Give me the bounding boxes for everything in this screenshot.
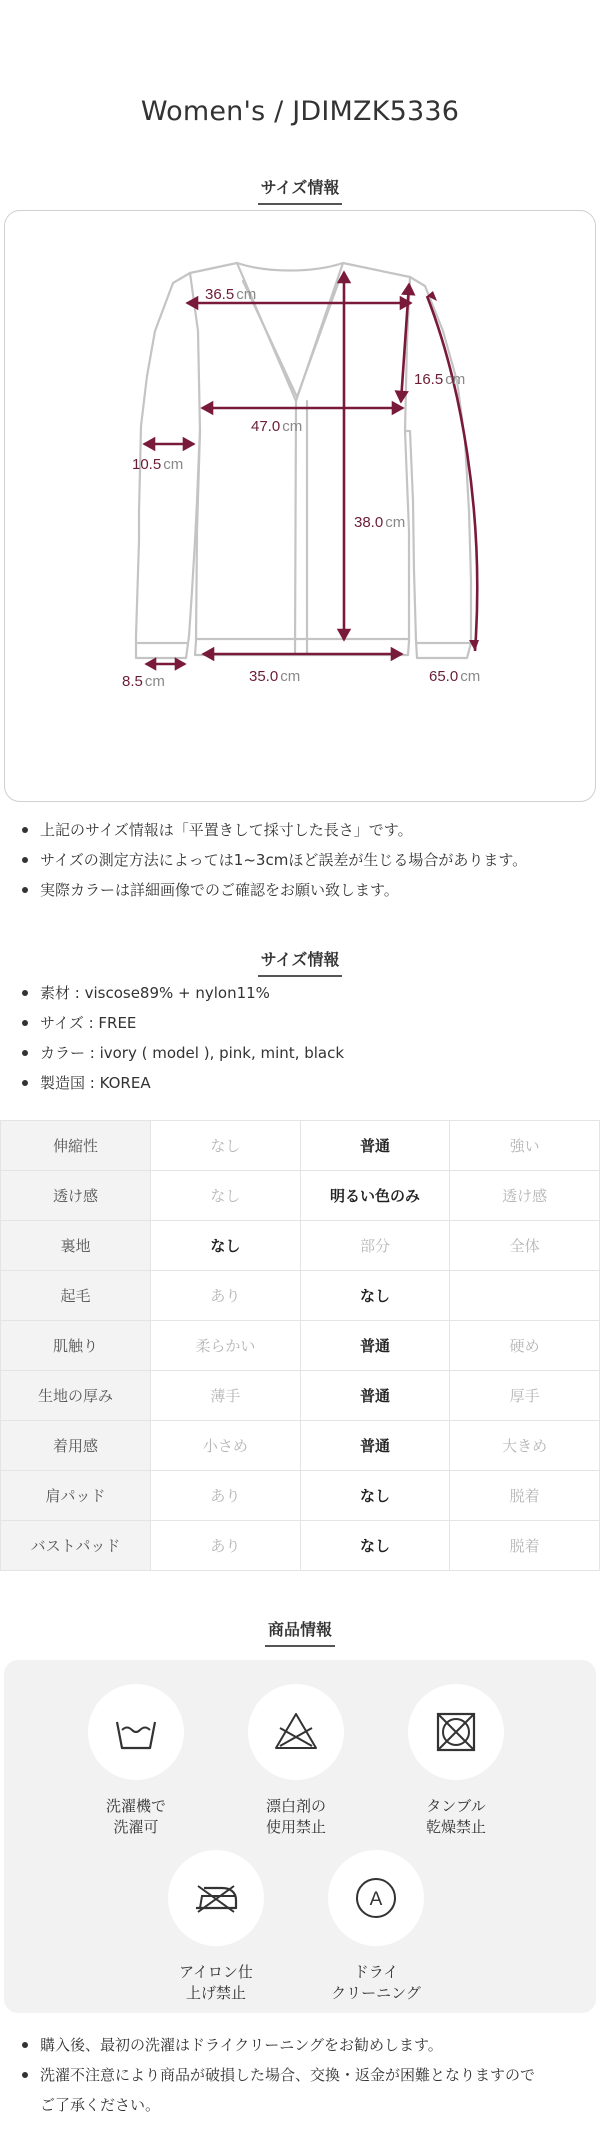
fabric-info-heading: サイズ情報	[0, 947, 600, 977]
dry-clean-icon	[352, 1874, 400, 1922]
attribute-option: 全体	[450, 1221, 600, 1271]
material-item: 素材 : viscose89% + nylon11%	[18, 978, 593, 1008]
care-instructions-panel	[4, 1660, 596, 2013]
attribute-option: 普通	[300, 1121, 450, 1171]
sleeve-width-label: 10.5 cm	[132, 456, 184, 473]
no-tumble-dry-icon	[432, 1708, 480, 1756]
list-item: 購入後、最初の洗濯はドライクリーニングをお勧めします。	[18, 2030, 593, 2060]
table-row	[1, 1521, 600, 1571]
list-item: サイズの測定方法によっては1~3cmほど誤差が生じる場合があります。	[18, 845, 593, 875]
attribute-label: 肌触り	[1, 1321, 151, 1371]
attribute-option: 明るい色のみ	[300, 1171, 450, 1221]
list-item: 上記のサイズ情報は「平置きして採寸した長さ」です。	[18, 815, 593, 845]
attribute-option: 柔らかい	[151, 1321, 301, 1371]
size-item: サイズ : FREE	[18, 1008, 593, 1038]
cuff-label: 8.5 cm	[122, 673, 165, 690]
table-row	[1, 1471, 600, 1521]
attribute-label: 裏地	[1, 1221, 151, 1271]
chest-label: 47.0 cm	[251, 418, 303, 435]
size-info-heading: サイズ情報	[0, 175, 600, 205]
list-item: 実際カラーは詳細画像でのご確認をお願い致します。	[18, 875, 593, 905]
attribute-option: 大きめ	[450, 1421, 600, 1471]
attribute-option: なし	[151, 1121, 301, 1171]
attribute-option: なし	[300, 1521, 450, 1571]
attribute-label: 着用感	[1, 1421, 151, 1471]
attribute-option: あり	[151, 1521, 301, 1571]
attribute-option: 部分	[300, 1221, 450, 1271]
table-row	[1, 1271, 600, 1321]
size-diagram	[4, 210, 596, 802]
attribute-option: 薄手	[151, 1371, 301, 1421]
attribute-option: 普通	[300, 1371, 450, 1421]
product-title: Women's / JDIMZK5336	[140, 96, 460, 127]
measurement-lines	[145, 273, 413, 669]
attribute-option: 脱着	[450, 1471, 600, 1521]
care-item-no-bleach: 漂白剤の 使用禁止	[226, 1684, 366, 1838]
product-info-heading: 商品情報	[0, 1617, 600, 1647]
attribute-option: 硬め	[450, 1321, 600, 1371]
table-row	[1, 1371, 600, 1421]
attribute-option: なし	[300, 1271, 450, 1321]
table-row	[1, 1221, 600, 1271]
table-row	[1, 1121, 600, 1171]
table-row	[1, 1421, 600, 1471]
armhole-label: 16.5 cm	[414, 371, 466, 388]
table-row	[1, 1321, 600, 1371]
table-row	[1, 1171, 600, 1221]
attribute-option: 普通	[300, 1421, 450, 1471]
attribute-option: 透け感	[450, 1171, 600, 1221]
attribute-option: あり	[151, 1271, 301, 1321]
fabric-attribute-table	[0, 1120, 600, 1571]
attribute-option: あり	[151, 1471, 301, 1521]
origin-item: 製造国 : KOREA	[18, 1068, 593, 1098]
attribute-label: 生地の厚み	[1, 1371, 151, 1421]
list-item: 洗濯不注意により商品が破損した場合、交換・返金が困難となりますので ご了承ください。	[18, 2060, 593, 2120]
color-item: カラー : ivory ( model ), pink, mint, black	[18, 1038, 593, 1068]
attribute-option: 脱着	[450, 1521, 600, 1571]
care-item-dry-clean: A ドライ クリーニング	[306, 1850, 446, 2004]
no-bleach-icon	[272, 1708, 320, 1756]
fabric-info-list	[18, 978, 593, 1098]
care-notes	[18, 2030, 593, 2120]
attribute-option: なし	[151, 1171, 301, 1221]
svg-text:A: A	[369, 1889, 383, 1910]
care-item-no-iron: アイロン仕 上げ禁止	[146, 1850, 286, 2004]
attribute-label: 透け感	[1, 1171, 151, 1221]
attribute-option	[450, 1271, 600, 1321]
length-label: 38.0 cm	[354, 514, 406, 531]
attribute-label: 伸縮性	[1, 1121, 151, 1171]
attribute-label: バストパッド	[1, 1521, 151, 1571]
sleeve-length-line	[427, 296, 477, 651]
sleeve-length-label: 65.0 cm	[429, 668, 481, 685]
attribute-label: 肩パッド	[1, 1471, 151, 1521]
attribute-option: なし	[300, 1471, 450, 1521]
attribute-option: なし	[151, 1221, 301, 1271]
hem-label: 35.0 cm	[249, 668, 301, 685]
care-item-no-tumble-dry: タンブル 乾燥禁止	[386, 1684, 526, 1838]
cardigan-outline	[136, 263, 471, 658]
shoulder-label: 36.5 cm	[205, 286, 257, 303]
attribute-label: 起毛	[1, 1271, 151, 1321]
washing-machine-icon	[112, 1708, 160, 1756]
cardigan-size-illustration	[5, 211, 597, 803]
attribute-option: 小さめ	[151, 1421, 301, 1471]
attribute-option: 強い	[450, 1121, 600, 1171]
care-item-washing-machine: 洗濯機で 洗濯可	[66, 1684, 206, 1838]
no-iron-icon	[192, 1874, 240, 1922]
attribute-option: 厚手	[450, 1371, 600, 1421]
attribute-option: 普通	[300, 1321, 450, 1371]
size-notes	[18, 815, 593, 905]
